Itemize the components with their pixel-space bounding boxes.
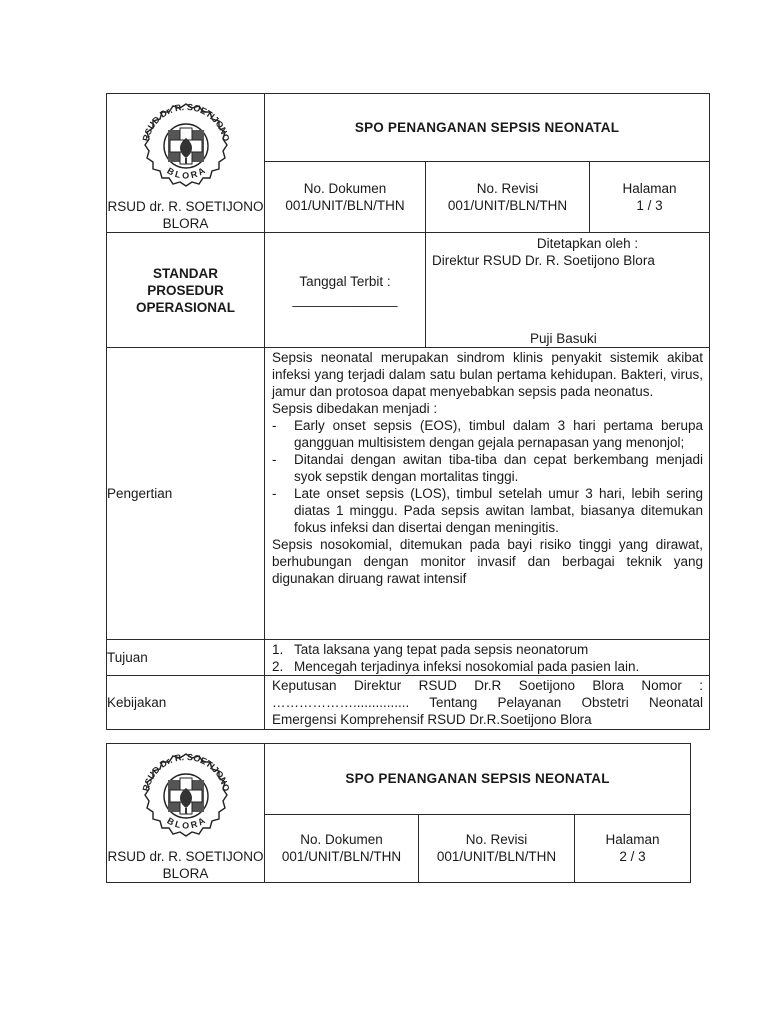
issue-date-value: ______________ bbox=[292, 291, 398, 307]
document-number-label: No. Dokumen bbox=[303, 180, 387, 196]
approval-cell bbox=[426, 233, 710, 348]
pengertian-content bbox=[265, 348, 710, 640]
pengertian-paragraph-1: Sepsis neonatal merupakan sindrom klinis penyakit sistemik akibat infeksi yang terjadi dalam satu bulan pertama kehidupan. Bakteri, virus, jamur dan protosoa dapat menyebabkan sepsis pada neonatus. bbox=[272, 350, 704, 399]
svg-text:RSUD Dr. R. SOETIJONO: RSUD Dr. R. SOETIJONO bbox=[140, 101, 231, 143]
document-title: SPO PENANGANAN SEPSIS NEONATAL bbox=[265, 744, 691, 815]
list-item: - Early onset sepsis (EOS), timbul dalam 3 hari pertama berupa gangguan multisistem dengan gejala pernapasan yang menonjol; bbox=[272, 418, 704, 450]
page-number-label: Halaman bbox=[622, 180, 677, 196]
list-item: 2. Mencegah terjadinya infeksi nosokomial pada pasien lain. bbox=[272, 658, 640, 674]
pengertian-paragraph-2: Sepsis dibedakan menjadi : bbox=[272, 401, 438, 416]
page-number-cell bbox=[590, 161, 710, 232]
approver-title: Direktur RSUD Dr. R. Soetijono Blora bbox=[432, 253, 655, 268]
sepsis-types-list bbox=[272, 417, 703, 536]
kebijakan-text: Keputusan Direktur RSUD Dr.R Soetijono Blora Nomor : ………………............... Tentang Pelayanan Obstetri Neonatal Emergensi Komprehensif RSUD Dr.R.Soetijono Blora bbox=[272, 678, 704, 727]
hospital-logo-icon bbox=[134, 750, 238, 842]
document-number-value: 001/UNIT/BLN/THN bbox=[285, 197, 405, 213]
issue-date-cell bbox=[265, 233, 426, 348]
revision-number-cell bbox=[419, 814, 575, 882]
revision-number-value: 001/UNIT/BLN/THN bbox=[436, 849, 557, 865]
signer-name: Puji Basuki bbox=[530, 331, 597, 346]
hospital-logo-icon bbox=[134, 100, 238, 192]
document-number-cell bbox=[265, 161, 426, 232]
list-item: 1. Tata laksana yang tepat pada sepsis neonatorum bbox=[272, 641, 589, 657]
document-number-value: 001/UNIT/BLN/THN bbox=[281, 849, 402, 865]
list-item: - Late onset sepsis (LOS), timbul setelah umur 3 hari, lebih sering diatas 1 minggu. Pada sepsis awitan lambat, biasanya ditemukan fokus infeksi dan disertai dengan meningitis. bbox=[272, 486, 704, 535]
page-number-cell bbox=[575, 814, 691, 882]
list-item: - Ditandai dengan awitan tiba-tiba dan cepat berkembang menjadi syok sepstik dengan mortalitas tinggi. bbox=[272, 452, 704, 484]
spo-table-page-1 bbox=[106, 93, 710, 730]
sop-label-line-1: STANDAR bbox=[153, 265, 218, 281]
pengertian-label: Pengertian bbox=[107, 348, 265, 640]
revision-number-label: No. Revisi bbox=[465, 832, 528, 848]
page-number-label: Halaman bbox=[605, 832, 660, 848]
tujuan-label: Tujuan bbox=[107, 640, 265, 676]
tujuan-content bbox=[265, 640, 710, 676]
logo-cell bbox=[107, 744, 265, 883]
revision-number-label: No. Revisi bbox=[476, 180, 539, 196]
hospital-name: RSUD dr. R. SOETIJONO BLORA bbox=[107, 849, 264, 881]
approved-by-label: Ditetapkan oleh : bbox=[536, 236, 639, 251]
svg-text:B L O R A: B L O R A bbox=[164, 165, 207, 181]
svg-text:RSUD Dr. R. SOETIJONO: RSUD Dr. R. SOETIJONO bbox=[140, 751, 231, 793]
pengertian-paragraph-3: Sepsis nosokomial, ditemukan pada bayi risiko tinggi yang dirawat, berhubungan dengan monitor invasif dan berbagai teknik yang digunakan diruang rawat intensif bbox=[272, 537, 704, 586]
hospital-name: RSUD dr. R. SOETIJONO BLORA bbox=[107, 199, 264, 231]
sop-label-line-3: OPERASIONAL bbox=[135, 299, 235, 315]
document-number-label: No. Dokumen bbox=[300, 832, 383, 848]
sop-label-line-2: PROSEDUR bbox=[147, 282, 224, 298]
page-number-value: 2 / 3 bbox=[619, 849, 646, 865]
revision-number-value: 001/UNIT/BLN/THN bbox=[447, 197, 568, 213]
spo-table-page-2 bbox=[106, 743, 691, 883]
document-number-cell bbox=[265, 814, 419, 882]
issue-date-label: Tanggal Terbit : bbox=[299, 273, 391, 289]
sop-label-cell bbox=[107, 233, 265, 348]
document-title: SPO PENANGANAN SEPSIS NEONATAL bbox=[265, 94, 710, 162]
svg-text:B L O R A: B L O R A bbox=[164, 815, 207, 831]
logo-cell bbox=[107, 94, 265, 233]
tujuan-list bbox=[272, 641, 703, 675]
revision-number-cell bbox=[426, 161, 590, 232]
kebijakan-label: Kebijakan bbox=[107, 676, 265, 730]
kebijakan-content bbox=[265, 676, 710, 730]
page-number-value: 1 / 3 bbox=[636, 197, 663, 213]
